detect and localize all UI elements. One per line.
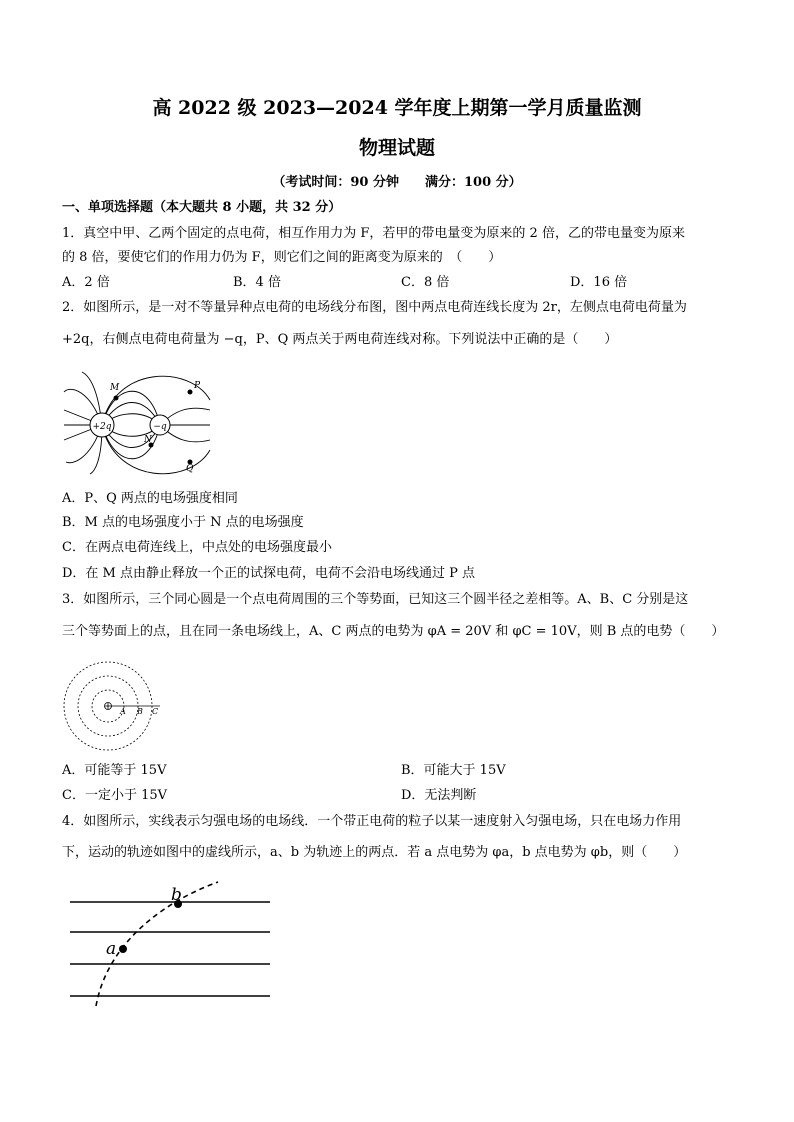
label-p: P xyxy=(194,381,201,391)
label-a-point: A xyxy=(120,707,126,716)
charge-right-label: −q xyxy=(153,422,167,432)
q2-stem-line1: 2．如图所示，是一对不等量异种点电荷的电场线分布图，图中两点电荷连线长度为 2r，左侧点电荷电荷量为 xyxy=(62,300,687,315)
q1-option-b: B．4 倍 xyxy=(233,275,281,290)
subject-title: 物理试题 xyxy=(358,137,435,159)
q3-option-d: D．无法判断 xyxy=(401,788,477,803)
label-n: N xyxy=(144,435,152,445)
label-c-point: C xyxy=(152,707,159,716)
label-m: M xyxy=(110,383,120,393)
point-m xyxy=(114,396,119,401)
q2-option-d: D．在 M 点由静止释放一个正的试探电荷，电荷不会沿电场线通过 P 点 xyxy=(62,566,476,581)
exam-title: 高 2022 级 2023—2024 学年度上期第一学月质量监测 xyxy=(152,97,642,119)
equipotential-figure xyxy=(62,660,162,752)
point-p xyxy=(188,390,193,395)
q1-stem-line2: 的 8 倍，要使它们的作用力仍为 F，则它们之间的距离变为原来的 （ ） xyxy=(62,250,502,265)
q3-stem-line2: 三个等势面上的点，且在同一条电场线上，A、C 两点的电势为 φA = 20V 和 φC = 10V，则 B 点的电势（ ） xyxy=(62,624,725,639)
q4-stem-line2: 下，运动的轨迹如图中的虚线所示，a、b 为轨迹上的两点．若 a 点电势为 φa，b 点电势为 φb，则（ ） xyxy=(62,845,687,860)
q1-option-d: D．16 倍 xyxy=(570,275,628,290)
q4-stem-line1: 4．如图所示，实线表示匀强电场的电场线．一个带正电荷的粒子以某一速度射入匀强电场，只在电场力作用 xyxy=(62,814,682,829)
q1-stem-line1: 1．真空中甲、乙两个固定的点电荷，相互作用力为 F，若甲的带电量变为原来的 2 倍，乙的带电量变为原来 xyxy=(62,226,685,241)
q1-option-a: A．2 倍 xyxy=(62,275,110,290)
field-lines-figure xyxy=(60,370,220,475)
q3-option-a: A．可能等于 15V xyxy=(62,763,167,778)
q2-option-c: C．在两点电荷连线上，中点处的电场强度最小 xyxy=(62,540,332,555)
charge-left-label: +2q xyxy=(92,422,112,432)
point-a xyxy=(119,945,127,953)
label-b-point: B xyxy=(137,707,143,716)
exam-meta: （考试时间：90 分钟 满分：100 分） xyxy=(272,175,522,190)
q3-option-c: C．一定小于 15V xyxy=(62,788,168,803)
q2-stem-line2: +2q，右侧点电荷电荷量为 −q，P、Q 两点关于两电荷连线对称。下列说法中正确的是（ ） xyxy=(62,332,618,347)
trajectory-figure xyxy=(68,880,273,1010)
section-heading: 一、单项选择题（本大题共 8 小题，共 32 分） xyxy=(62,200,342,215)
q2-option-a: A．P、Q 两点的电场强度相同 xyxy=(62,491,238,506)
q3-option-b: B．可能大于 15V xyxy=(401,763,506,778)
label-a: a xyxy=(106,939,117,959)
q1-option-c: C．8 倍 xyxy=(401,275,450,290)
label-q: Q xyxy=(186,464,194,474)
label-b: b xyxy=(171,885,182,905)
q3-stem-line1: 3．如图所示，三个同心圆是一个点电荷周围的三个等势面，已知这三个圆半径之差相等。A、B、C 分别是这 xyxy=(62,592,689,607)
q2-option-b: B．M 点的电场强度小于 N 点的电场强度 xyxy=(62,515,304,530)
